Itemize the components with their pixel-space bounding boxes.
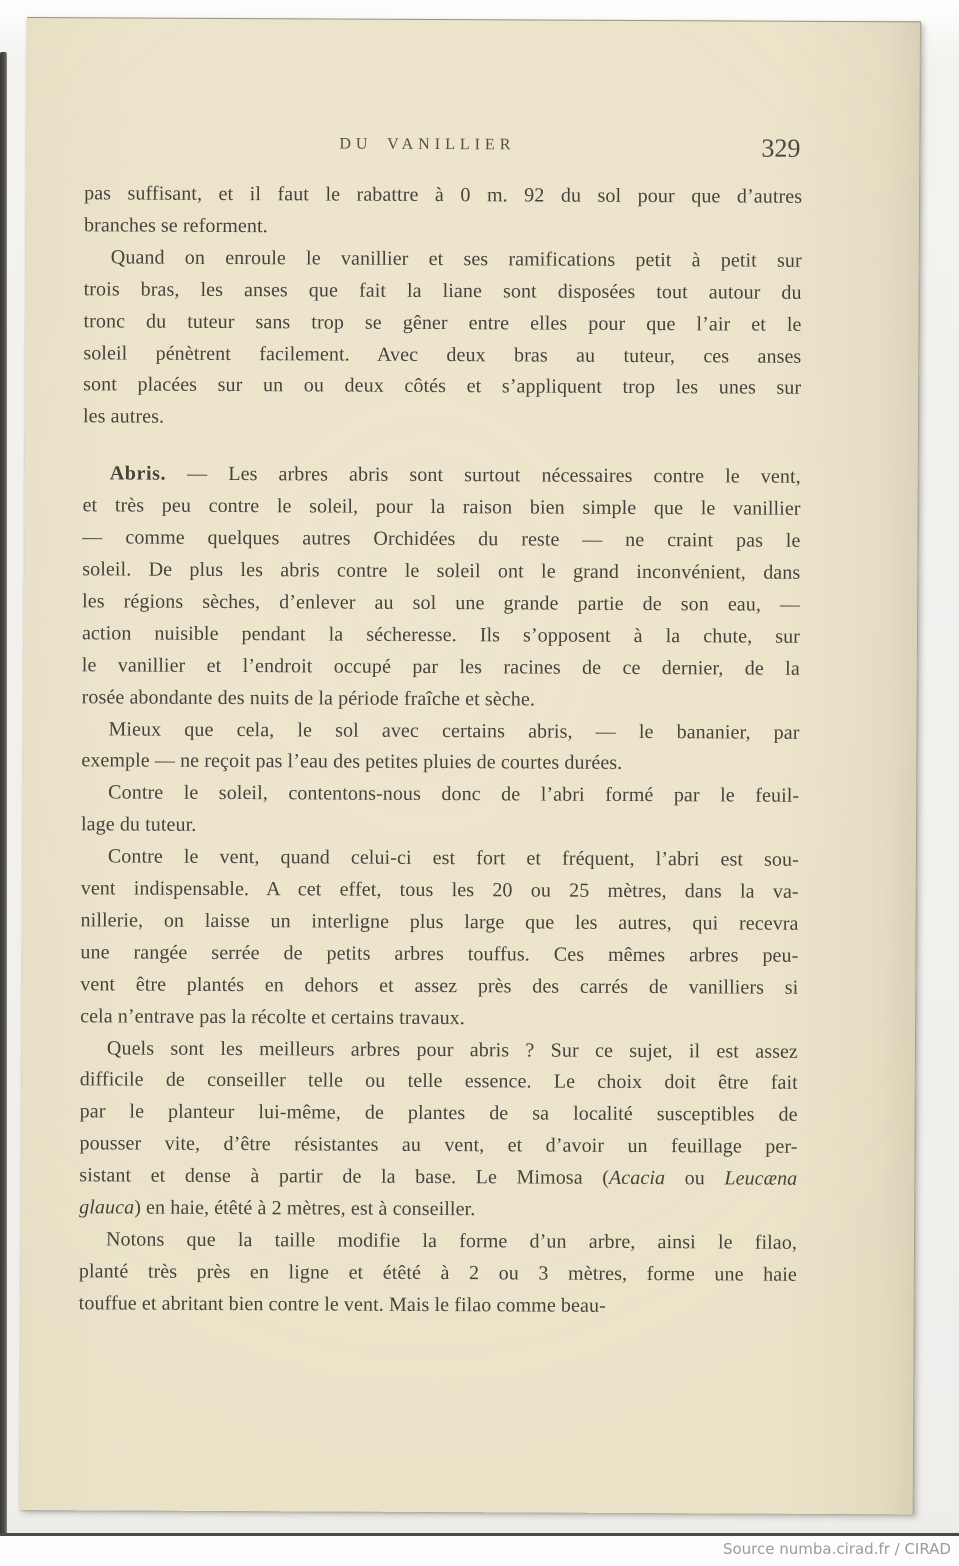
text-line [80,937,798,972]
paragraph [79,1033,798,1228]
text-line [82,522,800,557]
book-edge-strip [0,52,7,1535]
text-segment: planté très près en ligne et étêté à 2 ou 3 mètres, forme une haie [78,1260,797,1286]
text-segment: par le planteur lui-même, de plantes de sa localité susceptibles de [79,1100,798,1127]
running-title: DU VANILLIER [339,135,516,154]
text-segment: Leucæna [724,1167,798,1190]
text-segment: Quels sont les meilleurs arbres pour abris ? Sur ce sujet, il est assez [106,1036,799,1063]
text-segment: les autres. [82,405,165,429]
text-segment: les régions sèches, d’enlever au sol une grande partie de son eau, — [82,590,801,616]
source-attribution-bar [0,1536,959,1566]
page-number: 329 [761,133,801,163]
source-attribution: Source numba.cirad.fr / CIRAD [722,1540,951,1558]
text-segment: action nuisible pendant la sécheresse. Ils s’opposent à la chute, sur [81,622,801,648]
text-line [80,1001,798,1036]
text-segment: pas suffisant, et il faut le rabattre à 0 m. 92 du sol pour que d’autres [84,182,803,208]
text-line [79,1288,797,1323]
text-segment: difficile de conseiller telle ou telle essence. Le choix doit être fait [79,1068,798,1095]
text-line [81,905,799,940]
text-segment: sont placées sur un ou deux côtés et s’appliquent trop les unes sur [83,373,802,400]
text-line [79,1129,797,1164]
text-line [83,402,801,437]
paragraph [84,178,802,245]
text-line [83,338,801,373]
text-block [79,178,803,1323]
text-segment: soleil pénètrent facilement. Avec deux bras au tuteur, ces anses [83,341,802,368]
text-segment: le vanillier et l’endroit occupé par les racines de ce dernier, de la [81,653,800,680]
text-segment: — Les arbres abris sont surtout nécessaires contre le vent, [166,462,801,489]
text-line [82,682,800,717]
text-segment: Notons que la taille modifie la forme d’un arbre, ainsi le filao, [105,1228,798,1254]
text-segment: vent être plantés en dehors et assez près des carrés de vanilliers si [80,973,799,999]
text-line [82,554,800,589]
text-line [81,873,799,908]
text-segment: Contre le vent, quand celui-ci est fort et fréquent, l’abri est sou- [107,845,799,871]
text-line [81,714,799,749]
paragraph [79,1224,797,1323]
text-line [81,778,799,813]
text-line [83,490,801,525]
text-segment: nillerie, on laisse un interligne plus large que les autres, qui recevra [80,909,799,935]
text-line [83,306,801,341]
text-line [84,210,802,245]
paragraph [83,242,802,437]
text-segment: exemple — ne reçoit pas l’eau des petites pluies de courtes durées. [81,749,623,775]
page-header [84,130,802,168]
text-segment: Abris. [109,462,167,485]
text-line [79,1256,797,1291]
text-line [84,242,802,277]
text-line [80,1097,798,1132]
text-line [81,809,799,844]
text-segment: une rangée serrée de petits arbres touffus. Ces mêmes arbres peu- [80,941,799,967]
paragraph [82,459,801,718]
text-segment: pousser vite, d’être résistantes au vent, et d’avoir un feuillage per- [79,1132,798,1159]
text-segment: soleil. De plus les abris contre le soleil ont le grand inconvénient, dans [82,558,801,584]
text-line [79,1224,797,1259]
text-line [79,1192,797,1227]
text-line [80,1033,798,1068]
text-line [83,459,801,494]
text-line [82,586,800,621]
text-line [82,618,800,653]
text-segment: vent indispensable. A cet effet, tous les 20 ou 25 mètres, dans la va- [80,877,799,903]
paragraph [81,714,799,781]
text-segment: ou [665,1167,725,1190]
text-segment: lage du tuteur. [81,813,197,837]
text-line [82,650,800,685]
text-segment: rosée abondante des nuits de la période fraîche et sèche. [81,685,536,711]
paragraph [81,778,799,845]
text-segment: et très peu contre le soleil, pour la raison bien simple que le vanillier [82,494,801,520]
text-segment: — comme quelques autres Orchidées du reste — ne craint pas le [82,526,801,552]
text-segment: ) en haie, étêté à 2 mètres, est à conseiller. [134,1196,476,1221]
text-line [79,1160,797,1195]
text-segment: Contre le soleil, contentons-nous donc de l’abri formé par le feuil- [108,781,800,808]
text-segment: trois bras, les anses que fait la liane sont disposées tout autour du [83,277,802,304]
text-segment: tronc du tuteur sans trop se gêner entre elles pour que l’air et le [83,309,802,336]
book-page [20,17,921,1514]
text-line [83,370,801,405]
text-line [84,274,802,309]
text-line [80,969,798,1004]
paragraph [80,841,799,1036]
text-segment: branches se reforment. [83,214,268,238]
text-line [84,178,802,213]
text-segment: Acacia [608,1167,666,1190]
text-line [80,1065,798,1100]
text-line [81,841,799,876]
text-segment: sistant et dense à partir de la base. Le Mimosa ( [79,1164,610,1190]
text-segment: Quand on enroule le vanillier et ses ramifications petit à petit sur [110,246,802,272]
text-segment: touffue et abritant bien contre le vent. Mais le filao comme beau- [78,1292,606,1317]
text-segment: glauca [79,1196,135,1219]
text-segment: cela n’entrave pas la récolte et certains travaux. [80,1004,465,1029]
text-segment: Mieux que cela, le sol avec certains abris, — le bananier, par [108,717,800,744]
text-line [81,746,799,781]
